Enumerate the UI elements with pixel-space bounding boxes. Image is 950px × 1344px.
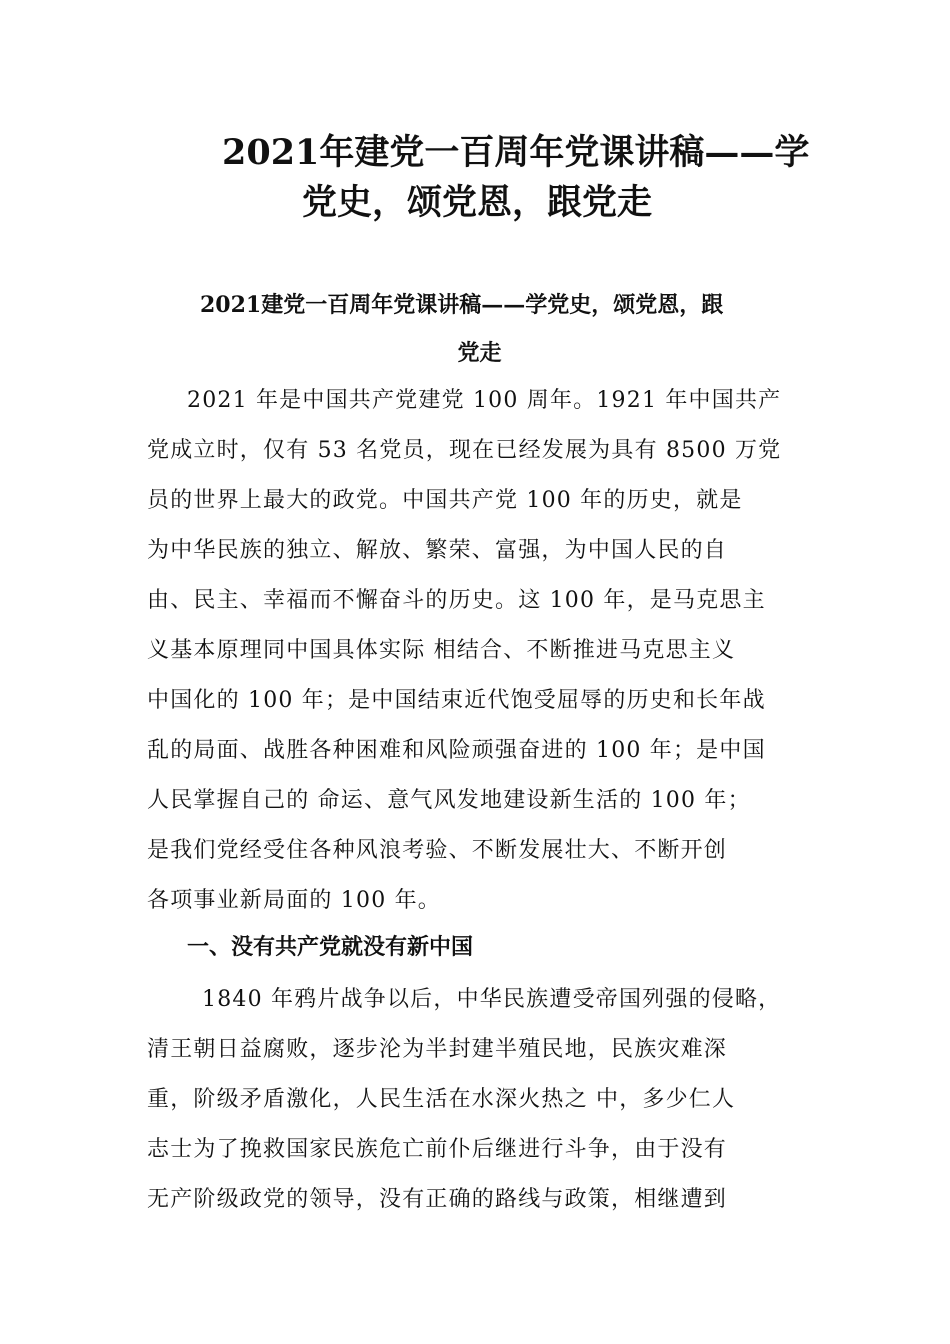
intro-paragraph	[147, 376, 812, 926]
paragraph-line: 是我们党经受住各种风浪考验、不断发展壮大、不断开创	[147, 838, 728, 863]
document-title	[147, 128, 827, 228]
section-1-paragraph	[147, 975, 812, 1225]
paragraph-line: 1840 年鸦片战争以后，中华民族遭受帝国列强的侵略，	[202, 987, 782, 1012]
paragraph-line: 乱的局面、战胜各种困难和风险顽强奋进的 100 年；是中国	[147, 738, 766, 763]
paragraph-line: 2021 年是中国共产党建党 100 周年。1921 年中国共产	[187, 388, 782, 413]
document-title-line-1: 2021年建党一百周年党课讲稿——学	[222, 132, 810, 173]
paragraph-line: 义基本原理同中国具体实际 相结合、不断推进马克思主义	[147, 638, 736, 663]
paragraph-line: 由、民主、幸福而不懈奋斗的历史。这 100 年，是马克思主	[147, 588, 766, 613]
document-subtitle-line-2: 党走	[457, 340, 502, 366]
paragraph-line: 中国化的 100 年；是中国结束近代饱受屈辱的历史和长年战	[147, 688, 766, 713]
paragraph-line: 各项事业新局面的 100 年。	[147, 888, 441, 913]
paragraph-line: 员的世界上最大的政党。中国共产党 100 年的历史，就是	[147, 488, 743, 513]
section-heading-1: 一、没有共产党就没有新中国	[187, 934, 474, 960]
paragraph-line: 无产阶级政党的领导，没有正确的路线与政策，相继遭到	[147, 1187, 728, 1212]
paragraph-line: 党成立时，仅有 53 名党员，现在已经发展为具有 8500 万党	[147, 438, 782, 463]
paragraph-line: 重，阶级矛盾激化，人民生活在水深火热之 中，多少仁人	[147, 1087, 736, 1112]
paragraph-line: 志士为了挽救国家民族危亡前仆后继进行斗争，由于没有	[147, 1137, 728, 1162]
paragraph-line: 人民掌握自己的 命运、意气风发地建设新生活的 100 年；	[147, 788, 751, 813]
document-subtitle-line-1: 2021建党一百周年党课讲稿——学党史，颂党恩，跟	[200, 292, 724, 318]
document-title-line-2: 党史，颂党恩，跟党走	[302, 182, 653, 223]
paragraph-line: 为中华民族的独立、解放、繁荣、富强，为中国人民的自	[147, 538, 728, 563]
document-subtitle	[147, 281, 807, 377]
paragraph-line: 清王朝日益腐败，逐步沦为半封建半殖民地，民族灾难深	[147, 1037, 728, 1062]
